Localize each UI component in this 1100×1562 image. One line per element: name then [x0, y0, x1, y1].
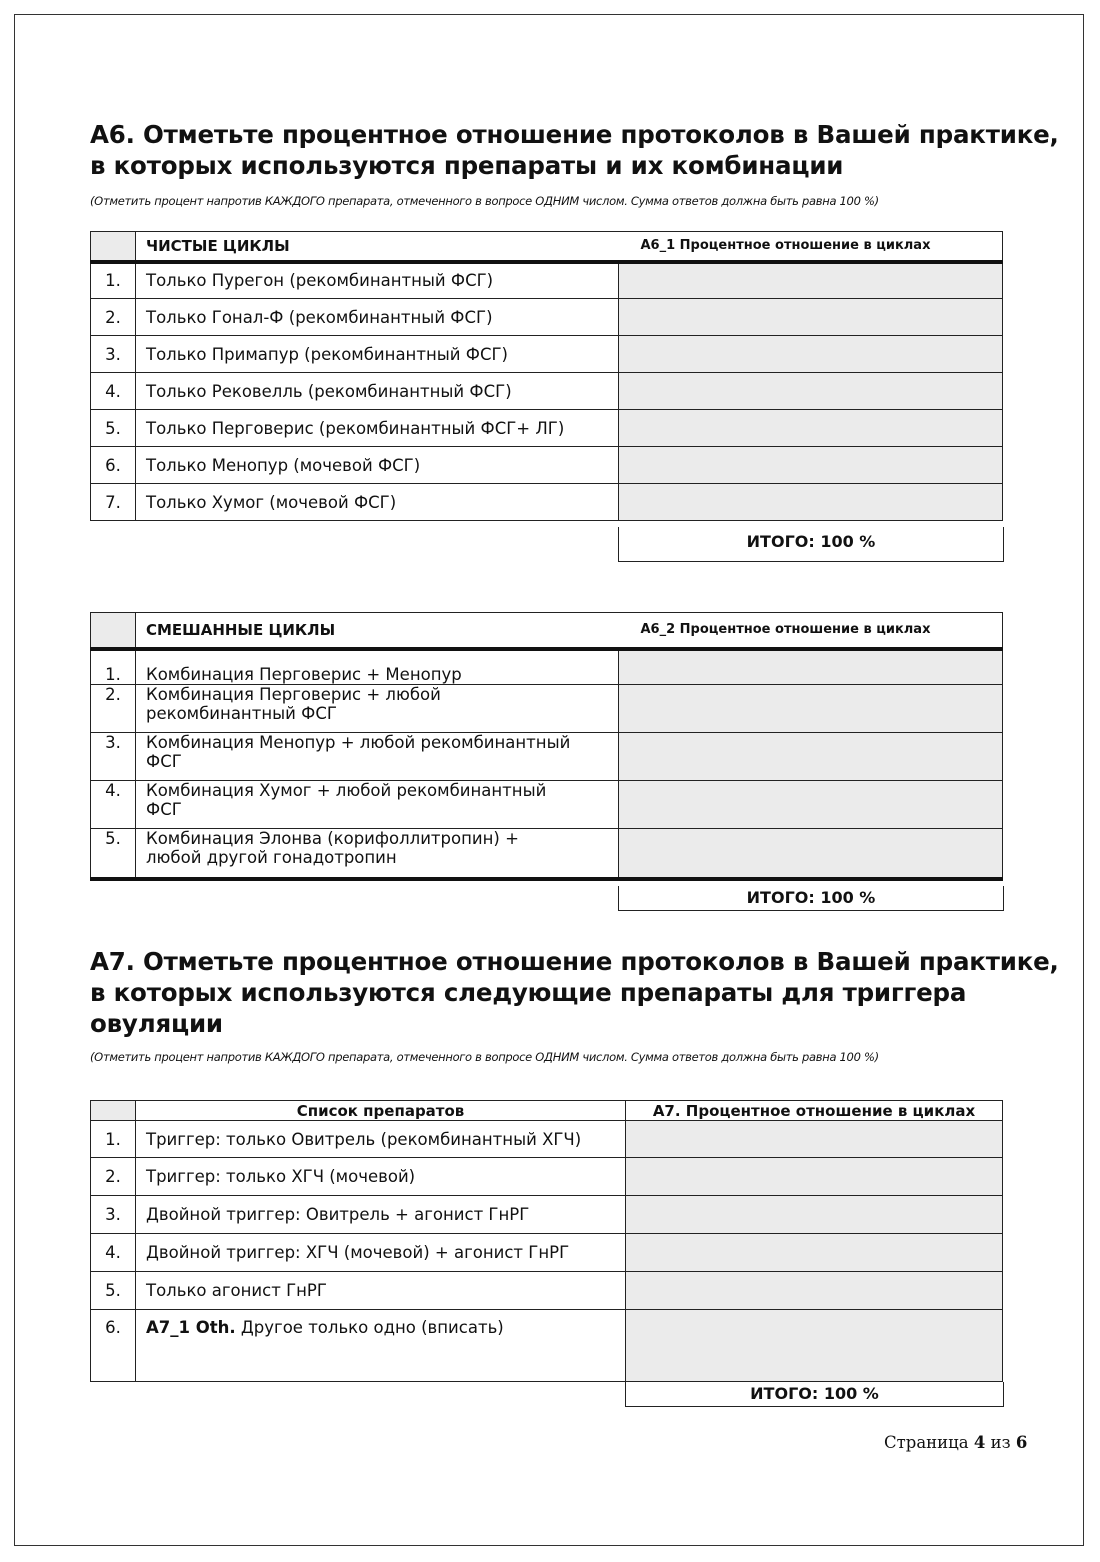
table-header-num	[91, 1101, 136, 1121]
table-row	[91, 1234, 1003, 1272]
table-header-num	[91, 613, 136, 649]
row-number: 2.	[91, 299, 136, 336]
table-row	[91, 299, 1003, 336]
row-number: 3.	[91, 336, 136, 373]
percent-input[interactable]	[626, 1272, 1003, 1310]
a7-title	[90, 946, 1059, 1039]
a6-total-2: ИТОГО: 100 %	[618, 886, 1004, 911]
percent-input[interactable]	[619, 829, 1003, 879]
row-label: Комбинация Элонва (корифоллитропин) + любой другой гонадотропин	[136, 829, 619, 879]
row-label: Только Рековелль (рекомбинантный ФСГ)	[136, 373, 619, 410]
table-row	[91, 685, 1003, 733]
a6-total-1: ИТОГО: 100 %	[618, 527, 1004, 562]
table-row	[91, 1121, 1003, 1158]
percent-input[interactable]	[626, 1158, 1003, 1196]
a6-title-line2: в которых используются препараты и их комбинации	[90, 151, 844, 180]
percent-input[interactable]	[619, 373, 1003, 410]
row-label: Только Примапур (рекомбинантный ФСГ)	[136, 336, 619, 373]
row-label: Только Гонал-Ф (рекомбинантный ФСГ)	[136, 299, 619, 336]
row-number: 1.	[91, 1121, 136, 1158]
row-number: 7.	[91, 484, 136, 521]
row-label: Комбинация Перговерис + любой рекомбинантный ФСГ	[136, 685, 619, 733]
table-row	[91, 649, 1003, 685]
row-label: Триггер: только ХГЧ (мочевой)	[136, 1158, 626, 1196]
table-header-name: СМЕШАННЫЕ ЦИКЛЫ	[136, 613, 619, 649]
row-label: Комбинация Менопур + любой рекомбинантный ФСГ	[136, 733, 619, 781]
a7-total: ИТОГО: 100 %	[625, 1382, 1004, 1407]
row-label: Только Хумог (мочевой ФСГ)	[136, 484, 619, 521]
percent-input[interactable]	[626, 1196, 1003, 1234]
row-label: Только Менопур (мочевой ФСГ)	[136, 447, 619, 484]
percent-input[interactable]	[626, 1310, 1003, 1382]
row-number: 4.	[91, 1234, 136, 1272]
percent-input[interactable]	[619, 685, 1003, 733]
row-number: 6.	[91, 447, 136, 484]
percent-input[interactable]	[619, 299, 1003, 336]
table-header-percent: А6_2 Процентное отношение в циклах	[619, 613, 1003, 649]
percent-input[interactable]	[619, 649, 1003, 685]
row-label: Триггер: только Овитрель (рекомбинантный ХГЧ)	[136, 1121, 626, 1158]
table-row	[91, 1310, 1003, 1382]
table-row	[91, 1272, 1003, 1310]
page-total: 6	[1015, 1433, 1028, 1452]
table-row	[91, 829, 1003, 879]
a7-title-line3: овуляции	[90, 1009, 223, 1038]
table-row	[91, 1158, 1003, 1196]
a6-table-pure-cycles	[90, 231, 1003, 521]
row-label: Комбинация Перговерис + Менопур	[136, 649, 619, 685]
percent-input[interactable]	[626, 1121, 1003, 1158]
row-label: Комбинация Хумог + любой рекомбинантный ФСГ	[136, 781, 619, 829]
row-number: 2.	[91, 1158, 136, 1196]
row-label: Только Перговерис (рекомбинантный ФСГ+ ЛГ)	[136, 410, 619, 447]
table-header-num	[91, 232, 136, 262]
a7-note: (Отметить процент напротив КАЖДОГО препарата, отмеченного в вопросе ОДНИМ числом. Сумма ответов должна быть равна 100 %)	[90, 1050, 879, 1064]
row-number: 2.	[91, 685, 136, 733]
a7-title-line2: в которых используются следующие препараты для триггера	[90, 978, 967, 1007]
row-number: 1.	[91, 262, 136, 299]
table-row	[91, 733, 1003, 781]
row-number: 5.	[91, 410, 136, 447]
a6-table-mixed-cycles	[90, 612, 1003, 881]
table-row	[91, 262, 1003, 299]
row-label: Двойной триггер: ХГЧ (мочевой) + агонист ГнРГ	[136, 1234, 626, 1272]
percent-input[interactable]	[619, 262, 1003, 299]
row-number: 6.	[91, 1310, 136, 1382]
row-label-text: Другое только одно (вписать)	[235, 1318, 504, 1337]
page-of-word: из	[990, 1433, 1011, 1452]
row-label: Только Пурегон (рекомбинантный ФСГ)	[136, 262, 619, 299]
a6-note: (Отметить процент напротив КАЖДОГО препарата, отмеченного в вопросе ОДНИМ числом. Сумма ответов должна быть равна 100 %)	[90, 194, 879, 208]
percent-input[interactable]	[619, 410, 1003, 447]
table-row	[91, 336, 1003, 373]
table-row	[91, 373, 1003, 410]
percent-input[interactable]	[619, 484, 1003, 521]
row-label	[136, 1310, 626, 1382]
row-number: 3.	[91, 733, 136, 781]
row-number: 4.	[91, 781, 136, 829]
row-label: Только агонист ГнРГ	[136, 1272, 626, 1310]
percent-input[interactable]	[619, 733, 1003, 781]
page-word: Страница	[884, 1433, 969, 1452]
table-header-name: Список препаратов	[136, 1101, 626, 1121]
a6-title	[90, 119, 1059, 181]
row-number: 5.	[91, 829, 136, 879]
page-current: 4	[973, 1433, 986, 1452]
table-header-percent: А6_1 Процентное отношение в циклах	[619, 232, 1003, 262]
percent-input[interactable]	[626, 1234, 1003, 1272]
percent-input[interactable]	[619, 336, 1003, 373]
row-number: 5.	[91, 1272, 136, 1310]
table-row	[91, 484, 1003, 521]
page-number	[884, 1433, 1027, 1452]
table-row	[91, 447, 1003, 484]
table-row	[91, 1196, 1003, 1234]
row-label: Двойной триггер: Овитрель + агонист ГнРГ	[136, 1196, 626, 1234]
row-number: 1.	[91, 649, 136, 685]
row-code: А7_1 Oth.	[146, 1318, 236, 1337]
percent-input[interactable]	[619, 447, 1003, 484]
percent-input[interactable]	[619, 781, 1003, 829]
table-header-name: ЧИСТЫЕ ЦИКЛЫ	[136, 232, 619, 262]
table-header-percent: А7. Процентное отношение в циклах	[626, 1101, 1003, 1121]
row-number: 4.	[91, 373, 136, 410]
a7-table-triggers	[90, 1100, 1003, 1382]
table-row	[91, 781, 1003, 829]
a6-title-line1: А6. Отметьте процентное отношение протоколов в Вашей практике,	[90, 120, 1059, 149]
row-number: 3.	[91, 1196, 136, 1234]
table-row	[91, 410, 1003, 447]
a7-title-line1: А7. Отметьте процентное отношение протоколов в Вашей практике,	[90, 947, 1059, 976]
